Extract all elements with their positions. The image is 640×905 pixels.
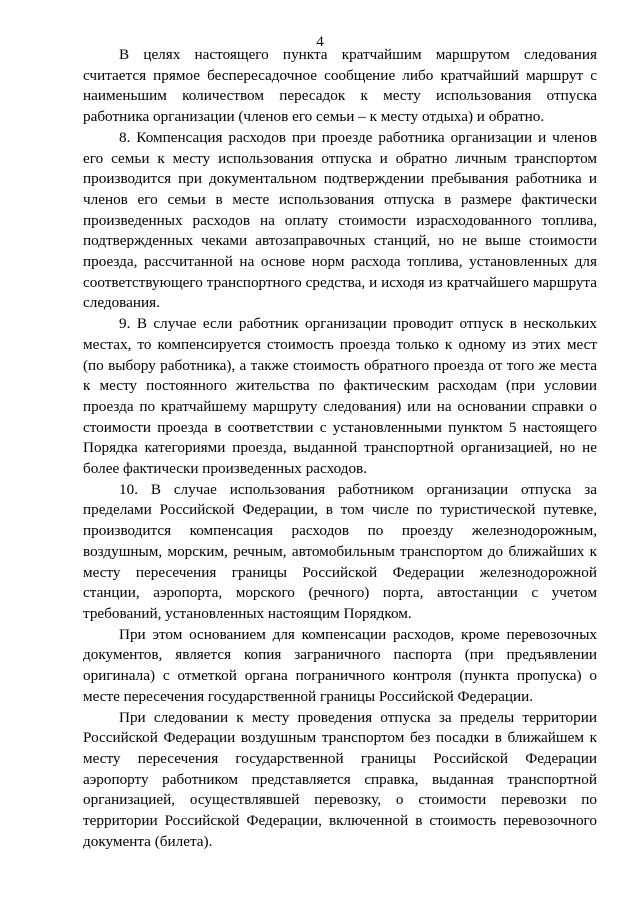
paragraph-item-10-abroad: 10. В случае использования работником организации отпуска за пределами Российской Федерации, в том числе по туристической путевке, производится компенсация расходов по проезду железнодорожным, воздушным, морским, речным, автомобильным транспортом до ближайших к месту пересечения границы Российской Федерации железнодорожной станции, аэропорта, морского (речного) порта, автостанции с учетом требований, установленных настоящим Порядком.: [83, 480, 597, 622]
document-body: [83, 45, 597, 852]
paragraph-air-transport-certificate: При следовании к месту проведения отпуска за пределы территории Российской Федерации воздушным транспортом без посадки в ближайшем к месту пересечения государственной границы Российской Федерации аэропорту работником представляется справка, выданная транспортной организацией, осуществлявшей перевозку, о стоимости перевозки по территории Российской Федерации, включенной в стоимость перевозочного документа (билета).: [83, 708, 597, 850]
paragraph-item-8-personal-transport: 8. Компенсация расходов при проезде работника организации и членов его семьи к месту использования отпуска и обратно личным транспортом производится при документальном подтверждении пребывания работника и членов его семьи в месте использования отпуска в размере фактически произведенных расходов на оплату стоимости израсходованного топлива, подтвержденных чеками автозаправочных станций, но не выше стоимости проезда, рассчитанной на основе норм расхода топлива, установленных для соответствующего транспортного средства, и исходя из кратчайшего маршрута следования.: [83, 128, 597, 312]
page-number: 4: [316, 34, 324, 50]
paragraph-item-9-multiple-places: 9. В случае если работник организации проводит отпуск в нескольких местах, то компенсируется стоимость проезда только к одному из этих мест (по выбору работника), а также стоимость обратного проезда от того же места к месту постоянного жительства по фактическим расходам (при условии проезда по кратчайшему маршруту следования) или на основании справки о стоимости проезда в соответствии с установленными пунктом 5 настоящего Порядка категориями проезда, выданной транспортной организацией, но не более фактически произведенных расходов.: [83, 315, 597, 478]
paragraph-shortest-route-definition: В целях настоящего пункта кратчайшим маршрутом следования считается прямое беспересадочное сообщение либо кратчайший маршрут с наименьшим количеством пересадок к месту использования отпуска работника организации (членов его семьи – к месту отдыха) и обратно.: [83, 46, 597, 126]
paragraph-passport-basis: При этом основанием для компенсации расходов, кроме перевозочных документов, является копия заграничного паспорта (при предъявлении оригинала) с отметкой органа пограничного контроля (пункта пропуска) о месте пересечения государственной границы Российской Федерации.: [83, 625, 597, 705]
